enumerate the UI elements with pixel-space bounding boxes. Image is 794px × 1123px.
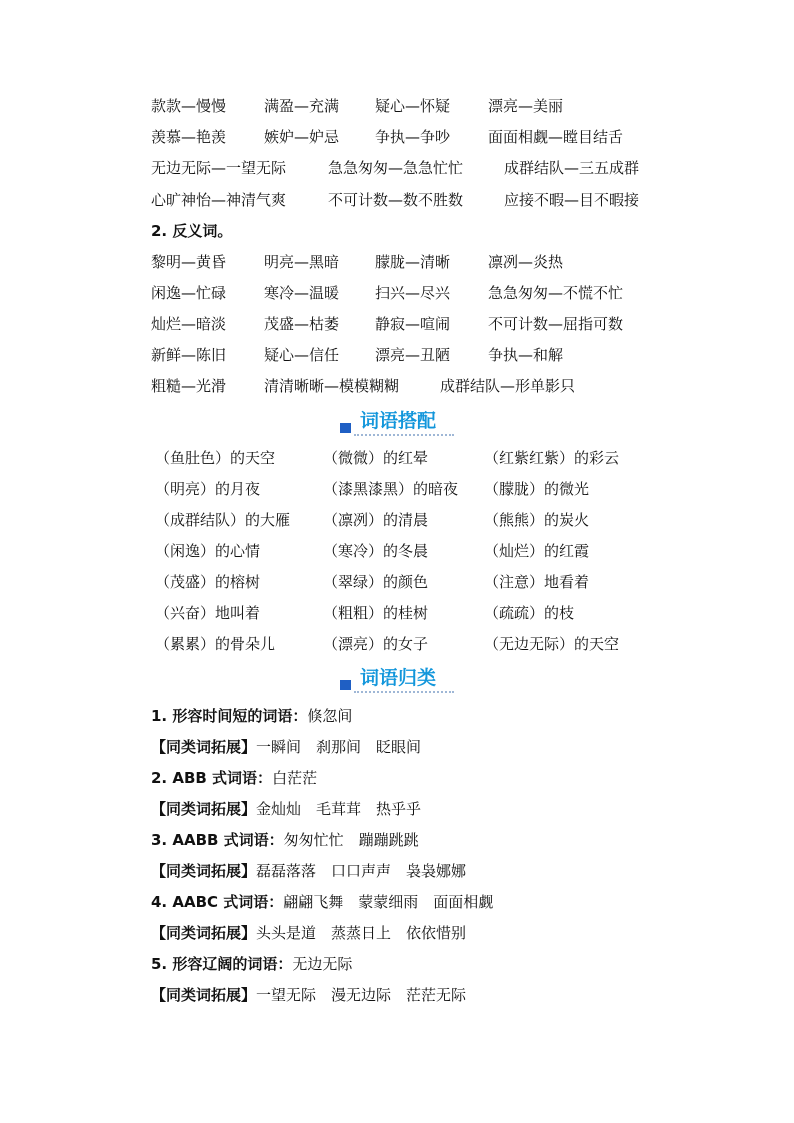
category-value: 倏忽间 [307,707,353,725]
phrase: （疏疏）的枝 [484,604,575,622]
extension-label: 【同类词拓展】 [151,800,257,818]
word-pair: 争执—和解 [488,346,564,364]
word-pair: 灿烂—暗淡 [151,315,227,333]
phrase: （闲逸）的心情 [155,542,261,560]
phrase: （累累）的骨朵儿 [155,635,276,653]
word-pair: 面面相觑—瞠目结舌 [488,128,624,146]
phrase: （红紫红紫）的彩云 [484,449,620,467]
word-pair: 成群结队—形单影只 [440,377,576,395]
phrase: （茂盛）的榕树 [155,573,261,591]
word-pair: 无边无际—一望无际 [151,159,287,177]
category-label: 1. 形容时间短的词语： [151,707,308,725]
word-pair: 急急匆匆—急急忙忙 [328,159,464,177]
word-pair: 漂亮—美丽 [488,97,564,115]
phrase: （明亮）的月夜 [155,480,261,498]
phrase: （漂亮）的女子 [323,635,429,653]
phrase: （朦胧）的微光 [484,480,590,498]
section-title: 词语归类 [360,667,437,689]
category-line [151,767,317,789]
category-value: 白茫茫 [272,769,318,787]
phrase: （微微）的红晕 [323,449,429,467]
word-pair: 明亮—黑暗 [264,253,340,271]
word-pair: 不可计数—数不胜数 [328,191,464,209]
phrase: （寒冷）的冬晨 [323,542,429,560]
phrase: （熊熊）的炭火 [484,511,590,529]
heading-square-icon [340,680,351,690]
word-pair: 争执—争吵 [375,128,451,146]
word-pair: 成群结队—三五成群 [504,159,640,177]
phrase: （成群结队）的大雁 [155,511,291,529]
section-title: 词语搭配 [360,410,437,432]
category-line [151,953,352,975]
phrase: （注意）地看着 [484,573,590,591]
phrase: （凛冽）的清晨 [323,511,429,529]
word-pair: 应接不暇—目不暇接 [504,191,640,209]
heading-underline [354,434,454,436]
heading-underline [354,691,454,693]
phrase: （灿烂）的红霞 [484,542,590,560]
word-pair: 茂盛—枯萎 [264,315,340,333]
word-pair: 朦胧—清晰 [375,253,451,271]
word-pair: 扫兴—尽兴 [375,284,451,302]
extension-line [151,922,466,944]
word-pair: 不可计数—屈指可数 [488,315,624,333]
antonyms-title: 2. 反义词。 [151,222,233,240]
extension-label: 【同类词拓展】 [151,986,257,1004]
phrase: （漆黑漆黑）的暗夜 [323,480,459,498]
category-label: 2. ABB 式词语： [151,769,273,787]
category-label: 3. AABB 式词语： [151,831,284,849]
category-value: 匆匆忙忙 蹦蹦跳跳 [283,831,419,849]
heading-square-icon [340,423,351,433]
extension-line [151,984,466,1006]
extension-line [151,860,466,882]
phrase: （兴奋）地叫着 [155,604,261,622]
word-pair: 黎明—黄昏 [151,253,227,271]
extension-label: 【同类词拓展】 [151,738,257,756]
phrase: （鱼肚色）的天空 [155,449,276,467]
category-value: 无边无际 [292,955,353,973]
category-line [151,829,419,851]
category-value: 翩翩飞舞 蒙蒙细雨 面面相觑 [283,893,494,911]
phrase: （翠绿）的颜色 [323,573,429,591]
word-pair: 疑心—信任 [264,346,340,364]
word-pair: 粗糙—光滑 [151,377,227,395]
word-pair: 新鲜—陈旧 [151,346,227,364]
word-pair: 寒冷—温暖 [264,284,340,302]
extension-value: 一望无际 漫无边际 茫茫无际 [256,986,467,1004]
word-pair: 凛冽—炎热 [488,253,564,271]
word-pair: 嫉妒—妒忌 [264,128,340,146]
extension-value: 金灿灿 毛茸茸 热乎乎 [256,800,422,818]
word-pair: 漂亮—丑陋 [375,346,451,364]
word-pair: 闲逸—忙碌 [151,284,227,302]
word-pair: 满盈—充满 [264,97,340,115]
category-line [151,891,493,913]
extension-value: 一瞬间 刹那间 眨眼间 [256,738,422,756]
word-pair: 疑心—怀疑 [375,97,451,115]
phrase: （粗粗）的桂树 [323,604,429,622]
category-label: 5. 形容辽阔的词语： [151,955,293,973]
extension-value: 磊磊落落 口口声声 袅袅娜娜 [256,862,467,880]
word-pair: 心旷神怡—神清气爽 [151,191,287,209]
category-line [151,705,352,727]
word-pair: 款款—慢慢 [151,97,227,115]
extension-value: 头头是道 蒸蒸日上 依依惜别 [256,924,467,942]
extension-label: 【同类词拓展】 [151,862,257,880]
word-pair: 清清晰晰—模模糊糊 [264,377,400,395]
extension-line [151,736,421,758]
extension-line [151,798,421,820]
word-pair: 静寂—喧闹 [375,315,451,333]
category-label: 4. AABC 式词语： [151,893,284,911]
phrase: （无边无际）的天空 [484,635,620,653]
extension-label: 【同类词拓展】 [151,924,257,942]
word-pair: 羡慕—艳羡 [151,128,227,146]
word-pair: 急急匆匆—不慌不忙 [488,284,624,302]
